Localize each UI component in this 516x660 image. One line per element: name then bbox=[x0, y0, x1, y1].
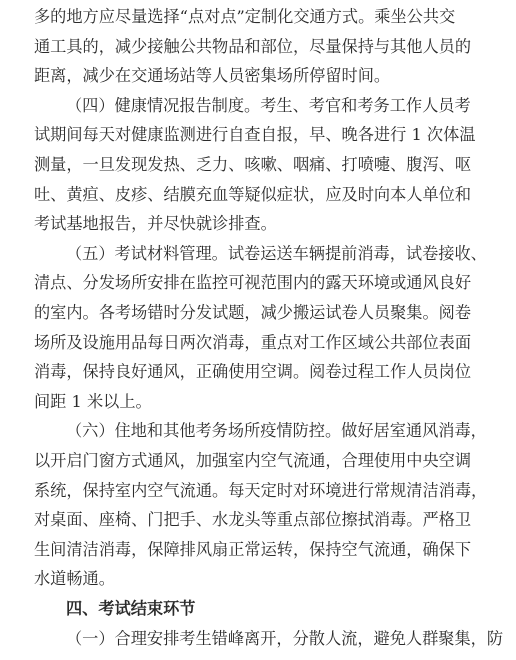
text-line: 系统，保持室内空气流通。每天定时对环境进行常规清洁消毒， bbox=[34, 480, 488, 500]
section-heading: 四、考试结束环节 bbox=[66, 599, 196, 618]
text-line: 试期间每天对健康监测进行自查自报，早、晚各进行 1 次体温 bbox=[34, 125, 476, 145]
text-line: 的室内。各考场错时分发试题，减少搬运试卷人员聚集。阅卷 bbox=[34, 303, 472, 322]
text-line: 测量，一旦发现发热、乏力、咳嗽、咽痛、打喷嚏、腹泻、呕 bbox=[34, 155, 472, 174]
paragraph-heading-line: （五）考试材料管理。试卷运送车辆提前消毒，试卷接收、 bbox=[66, 243, 487, 263]
text-line: 生间清洁消毒，保障排风扇正常运转，保持空气流通，确保下 bbox=[34, 539, 472, 559]
text-line: 消毒，保持良好通风，正确使用空调。阅卷过程工作人员岗位 bbox=[34, 362, 472, 382]
paragraph-heading-line: （四）健康情况报告制度。考生、考官和考务工作人员考 bbox=[66, 95, 471, 115]
text-line: （一）合理安排考生错峰离开，分散人流，避免人群聚集，防 bbox=[66, 628, 504, 648]
text-line: 水道畅通。 bbox=[34, 569, 115, 589]
text-line: 距离，减少在交通场站等人员密集场所停留时间。 bbox=[34, 66, 391, 86]
paragraph-heading-line: （六）住地和其他考务场所疫情防控。做好居室通风消毒， bbox=[66, 421, 487, 441]
text-line: 多的地方应尽量选择“点对点”定制化交通方式。乘坐公共交 bbox=[34, 7, 456, 26]
text-line: 考试基地报告，并尽快就诊排查。 bbox=[34, 214, 277, 234]
text-line: 清点、分发场所安排在监控可视范围内的露天环境或通风良好 bbox=[34, 273, 472, 293]
text-line: 场所及设施用品每日两次消毒，重点对工作区域公共部位表面 bbox=[34, 332, 472, 352]
text-line: 对桌面、座椅、门把手、水龙头等重点部位擦拭消毒。严格卫 bbox=[34, 510, 472, 530]
text-line: 吐、黄疸、皮疹、结膜充血等疑似症状，应及时向本人单位和 bbox=[34, 184, 472, 204]
text-line: 通工具的，减少接触公共物品和部位，尽量保持与其他人员的 bbox=[34, 36, 472, 56]
text-line: 间距 1 米以上。 bbox=[34, 391, 152, 411]
text-line: 以开启门窗方式通风，加强室内空气流通，合理使用中央空调 bbox=[34, 451, 472, 470]
